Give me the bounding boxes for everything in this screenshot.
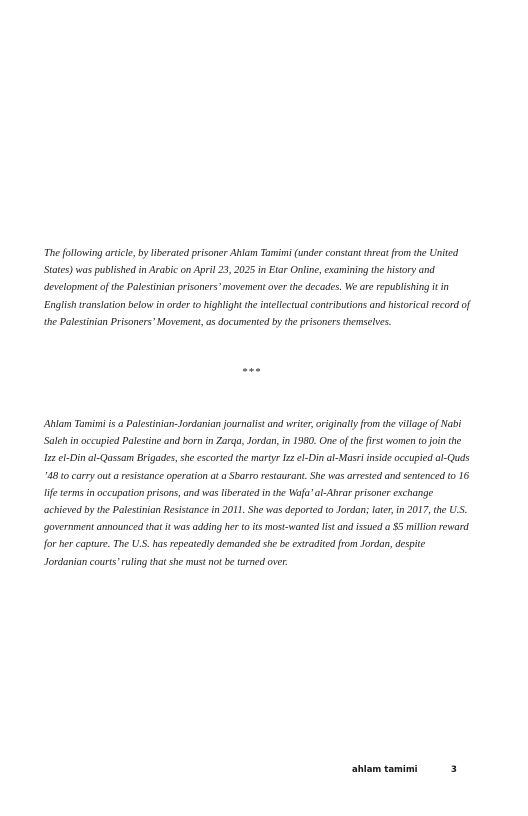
page-footer — [330, 765, 460, 779]
section-divider: *** — [241, 366, 262, 378]
page-number: 3 — [451, 765, 457, 775]
author-bio-paragraph: Ahlam Tamimi is a Palestinian-Jordanian journalist and writer, originally from the village of Nabi Saleh in occupied Palestine and born in Zarqa, Jordan, in 1980. One of the first women to join the Izz el-Din al-Qassam Brigades, she escorted the martyr Izz el-Din al-Masri inside occupied al-Quds ’48 to carry out a resistance operation at a Sbarro restaurant. She was arrested and sentenced to 16 life terms in occupation prisons, and was liberated in the Wafa’ al-Ahrar prisoner exchange achieved by the Palestinian Resistance in 2011. She was deported to Jordan; later, in 2017, the U.S. government announced that it was adding her to its most-wanted list and issued a $5 million reward for her capture. The U.S. has repeatedly demanded she be extradited from Jordan, despite Jordanian courts’ ruling that she must not be turned over. — [44, 419, 470, 568]
footer-author: ahlam tamimi — [352, 765, 418, 775]
intro-paragraph: The following article, by liberated prisoner Ahlam Tamimi (under constant threat from the United States) was published in Arabic on April 23, 2025 in Etar Online, examining the history and development of the Palestinian prisoners’ movement over the decades. We are republishing it in English translation below in order to highlight the intellectual contributions and historical record of the Palestinian Prisoners’ Movement, as documented by the prisoners themselves. — [44, 248, 470, 328]
